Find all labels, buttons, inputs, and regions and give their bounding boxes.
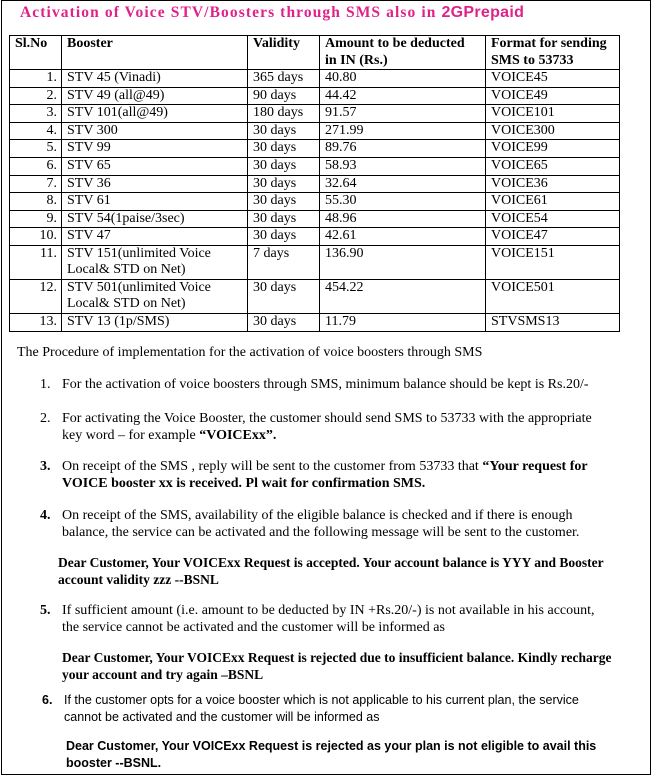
cell-amount bbox=[320, 122, 486, 140]
cell-slno-text: 10. bbox=[39, 228, 57, 244]
table-row bbox=[10, 245, 620, 279]
cell-amount-text: 271.99 bbox=[325, 122, 364, 138]
table-row bbox=[10, 210, 620, 228]
cell-booster-text: STV 45 (Vinadi) bbox=[67, 70, 161, 85]
cell-format-text: VOICE101 bbox=[491, 105, 555, 121]
cell-amount bbox=[320, 193, 486, 211]
cell-amount-text: 40.80 bbox=[325, 70, 357, 85]
header-amount-line2: in IN (Rs.) bbox=[325, 52, 388, 68]
header-booster: Booster bbox=[62, 36, 248, 70]
cell-slno-text: 8. bbox=[46, 193, 57, 209]
cell-slno-text: 9. bbox=[46, 210, 57, 226]
message-line1: Dear Customer, Your VOICExx Request is rejected due to insufficient balance. Kindly recharge bbox=[62, 650, 612, 665]
cell-slno bbox=[10, 105, 62, 123]
cell-amount bbox=[320, 245, 486, 279]
cell-booster-text: STV 501(unlimited Voice bbox=[67, 279, 211, 295]
cell-booster-text: STV 65 bbox=[67, 157, 111, 173]
item-keyword: “VOICExx”. bbox=[199, 428, 277, 443]
cell-amount bbox=[320, 157, 486, 175]
cell-validity-text: 30 days bbox=[253, 157, 297, 173]
table-row bbox=[10, 279, 620, 313]
cell-booster-text: STV 300 bbox=[67, 122, 118, 138]
cell-amount bbox=[320, 87, 486, 105]
item-number: 3. bbox=[40, 459, 51, 474]
cell-slno bbox=[10, 245, 62, 279]
item-number: 1. bbox=[40, 377, 51, 392]
cell-booster bbox=[62, 105, 248, 123]
cell-format bbox=[486, 228, 620, 246]
item-text-line2: balance, the service can be activated and the following message will be sent to the customer. bbox=[62, 525, 580, 540]
cell-booster bbox=[62, 313, 248, 331]
cell-booster bbox=[62, 175, 248, 193]
cell-booster bbox=[62, 70, 248, 88]
cell-booster-text: STV 101(all@49) bbox=[67, 105, 168, 121]
item-text-line2: the service cannot be activated and the customer will be informed as bbox=[62, 620, 445, 635]
cell-validity bbox=[248, 210, 320, 228]
table-row bbox=[10, 313, 620, 331]
booster-table bbox=[9, 35, 620, 332]
item-text-line1a: On receipt of the SMS , reply will be sent to the customer from 53733 that bbox=[62, 459, 483, 474]
message-line1: Dear Customer, Your VOICExx Request is accepted. Your account balance is YYY and Booster bbox=[58, 555, 604, 570]
cell-validity bbox=[248, 245, 320, 279]
cell-validity bbox=[248, 313, 320, 331]
table-row bbox=[10, 175, 620, 193]
cell-booster-text: STV 13 (1p/SMS) bbox=[67, 313, 170, 329]
document-title bbox=[20, 4, 524, 22]
cell-validity bbox=[248, 157, 320, 175]
cell-format-text: VOICE49 bbox=[491, 87, 548, 103]
cell-amount-text: 11.79 bbox=[325, 313, 356, 329]
message-line1: Dear Customer, Your VOICExx Request is rejected as your plan is not eligible to avail this bbox=[66, 739, 597, 753]
item-text-line2 bbox=[62, 427, 276, 444]
cell-amount bbox=[320, 313, 486, 331]
message-line2: account validity zzz --BSNL bbox=[58, 571, 219, 587]
cell-booster-text-line2: Local& STD on Net) bbox=[67, 296, 186, 312]
cell-validity bbox=[248, 228, 320, 246]
item-text-line2: VOICE booster xx is received. Pl wait for confirmation SMS. bbox=[62, 476, 426, 491]
cell-slno bbox=[10, 193, 62, 211]
cell-slno bbox=[10, 210, 62, 228]
cell-booster bbox=[62, 87, 248, 105]
title-brand: 2GPrepaid bbox=[441, 4, 525, 21]
cell-booster-text: STV 47 bbox=[67, 228, 111, 244]
cell-amount bbox=[320, 228, 486, 246]
cell-booster bbox=[62, 193, 248, 211]
header-validity: Validity bbox=[248, 36, 320, 70]
table-row bbox=[10, 193, 620, 211]
cell-validity bbox=[248, 175, 320, 193]
cell-validity-text: 180 days bbox=[253, 105, 304, 121]
cell-format-text: STVSMS13 bbox=[491, 313, 560, 329]
item-number: 6. bbox=[42, 693, 53, 707]
cell-booster bbox=[62, 245, 248, 279]
cell-slno-text: 4. bbox=[46, 122, 57, 138]
cell-amount-text: 91.57 bbox=[325, 105, 357, 121]
table-row bbox=[10, 228, 620, 246]
cell-format-text: VOICE501 bbox=[491, 279, 555, 295]
cell-slno bbox=[10, 313, 62, 331]
cell-booster-text: STV 54(1paise/3sec) bbox=[67, 210, 185, 226]
cell-format bbox=[486, 105, 620, 123]
cell-validity-text: 30 days bbox=[253, 279, 297, 295]
cell-booster-text: STV 49 (all@49) bbox=[67, 87, 165, 103]
table-row bbox=[10, 70, 620, 88]
header-format bbox=[486, 36, 620, 70]
cell-booster-text: STV 61 bbox=[67, 193, 111, 209]
cell-validity bbox=[248, 279, 320, 313]
cell-booster-text: STV 151(unlimited Voice bbox=[67, 245, 211, 261]
cell-format bbox=[486, 279, 620, 313]
header-amount bbox=[320, 36, 486, 70]
cell-format-text: VOICE99 bbox=[491, 140, 548, 156]
cell-amount-text: 44.42 bbox=[325, 87, 357, 103]
cell-slno-text: 13. bbox=[39, 313, 57, 329]
item-text-line2a: key word – for example bbox=[62, 428, 200, 443]
item-text-line1 bbox=[62, 458, 588, 475]
cell-format bbox=[486, 313, 620, 331]
cell-validity-text: 30 days bbox=[253, 122, 297, 138]
table-row bbox=[10, 105, 620, 123]
cell-amount-text: 42.61 bbox=[325, 228, 357, 244]
item-number: 5. bbox=[40, 603, 51, 618]
header-format-line1: Format for sending bbox=[491, 36, 607, 51]
table-body bbox=[10, 70, 620, 332]
cell-validity bbox=[248, 122, 320, 140]
cell-format-text: VOICE36 bbox=[491, 175, 548, 191]
cell-amount bbox=[320, 105, 486, 123]
message-rejected-balance bbox=[62, 650, 611, 683]
cell-format bbox=[486, 193, 620, 211]
cell-validity-text: 30 days bbox=[253, 175, 297, 191]
cell-amount-text: 58.93 bbox=[325, 157, 357, 173]
cell-amount bbox=[320, 175, 486, 193]
cell-amount-text: 89.76 bbox=[325, 140, 357, 156]
cell-format bbox=[486, 175, 620, 193]
cell-slno-text: 1. bbox=[46, 70, 57, 85]
header-amount-line1: Amount to be deducted bbox=[325, 36, 465, 51]
item-text-line1: If sufficient amount (i.e. amount to be deducted by IN +Rs.20/-) is not available in his account, bbox=[62, 603, 595, 618]
cell-booster-text: STV 99 bbox=[67, 140, 111, 156]
cell-validity bbox=[248, 87, 320, 105]
cell-format-text: VOICE151 bbox=[491, 245, 555, 261]
cell-slno-text: 6. bbox=[46, 157, 57, 173]
table-row bbox=[10, 87, 620, 105]
table-row bbox=[10, 157, 620, 175]
cell-validity-text: 30 days bbox=[253, 313, 297, 329]
cell-validity-text: 30 days bbox=[253, 228, 297, 244]
cell-validity-text: 365 days bbox=[253, 70, 304, 85]
cell-slno-text: 12. bbox=[39, 279, 57, 295]
item-number: 2. bbox=[40, 411, 51, 426]
item-text-line1: For activating the Voice Booster, the customer should send SMS to 53733 with the appropriate bbox=[62, 411, 592, 426]
cell-booster bbox=[62, 140, 248, 158]
cell-booster bbox=[62, 279, 248, 313]
cell-amount bbox=[320, 140, 486, 158]
cell-slno-text: 11. bbox=[40, 245, 57, 261]
message-line2: your account and try again –BSNL bbox=[62, 666, 264, 682]
cell-slno-text: 7. bbox=[46, 175, 57, 191]
cell-slno bbox=[10, 87, 62, 105]
cell-amount-text: 55.30 bbox=[325, 193, 357, 209]
cell-slno bbox=[10, 175, 62, 193]
cell-amount-text: 136.90 bbox=[325, 245, 364, 261]
message-accepted bbox=[58, 555, 604, 588]
cell-slno bbox=[10, 228, 62, 246]
cell-format-text: VOICE47 bbox=[491, 228, 548, 244]
cell-validity-text: 7 days bbox=[253, 245, 290, 261]
cell-validity bbox=[248, 105, 320, 123]
title-text: Activation of Voice STV/Boosters through SMS also in bbox=[20, 4, 442, 21]
cell-slno bbox=[10, 70, 62, 88]
cell-format bbox=[486, 122, 620, 140]
cell-slno bbox=[10, 157, 62, 175]
cell-format-text: VOICE65 bbox=[491, 157, 548, 173]
cell-validity bbox=[248, 70, 320, 88]
item-text-line1b: “Your request for bbox=[482, 459, 588, 474]
cell-validity-text: 30 days bbox=[253, 210, 297, 226]
cell-validity bbox=[248, 140, 320, 158]
cell-booster-text: STV 36 bbox=[67, 175, 111, 191]
cell-format-text: VOICE45 bbox=[491, 70, 548, 85]
cell-booster bbox=[62, 157, 248, 175]
message-line2: booster --BSNL. bbox=[66, 756, 162, 770]
cell-booster-text-line2: Local& STD on Net) bbox=[67, 262, 186, 278]
table-row bbox=[10, 122, 620, 140]
item-number: 4. bbox=[40, 508, 51, 523]
cell-amount-text: 454.22 bbox=[325, 279, 364, 295]
cell-format bbox=[486, 157, 620, 175]
cell-slno bbox=[10, 279, 62, 313]
cell-format bbox=[486, 210, 620, 228]
cell-booster bbox=[62, 228, 248, 246]
cell-amount bbox=[320, 210, 486, 228]
cell-amount-text: 32.64 bbox=[325, 175, 357, 191]
cell-slno bbox=[10, 122, 62, 140]
cell-validity bbox=[248, 193, 320, 211]
cell-validity-text: 30 days bbox=[253, 140, 297, 156]
cell-format bbox=[486, 70, 620, 88]
message-rejected-plan bbox=[66, 738, 596, 772]
cell-format-text: VOICE300 bbox=[491, 122, 555, 138]
item-text: For the activation of voice boosters through SMS, minimum balance should be kept is Rs.20/- bbox=[62, 377, 589, 392]
cell-amount-text: 48.96 bbox=[325, 210, 357, 226]
item-text-line1: On receipt of the SMS, availability of the eligible balance is checked and if there is enough bbox=[62, 508, 573, 523]
cell-slno-text: 5. bbox=[46, 140, 57, 156]
cell-amount bbox=[320, 279, 486, 313]
procedure-intro: The Procedure of implementation for the activation of voice boosters through SMS bbox=[17, 345, 483, 360]
cell-format-text: VOICE61 bbox=[491, 193, 548, 209]
cell-format bbox=[486, 87, 620, 105]
table-row bbox=[10, 140, 620, 158]
item-text-line1: If the customer opts for a voice booster which is not applicable to his current plan, the service bbox=[64, 693, 579, 707]
cell-amount bbox=[320, 70, 486, 88]
cell-format bbox=[486, 245, 620, 279]
cell-format-text: VOICE54 bbox=[491, 210, 548, 226]
cell-validity-text: 30 days bbox=[253, 193, 297, 209]
cell-booster bbox=[62, 122, 248, 140]
cell-slno bbox=[10, 140, 62, 158]
item-text-line2: cannot be activated and the customer will be informed as bbox=[64, 710, 380, 724]
cell-validity-text: 90 days bbox=[253, 87, 297, 103]
cell-slno-text: 2. bbox=[46, 87, 57, 103]
header-format-line2: SMS to 53733 bbox=[491, 52, 574, 68]
cell-booster bbox=[62, 210, 248, 228]
header-slno: Sl.No bbox=[10, 36, 62, 70]
cell-format bbox=[486, 140, 620, 158]
cell-slno-text: 3. bbox=[46, 105, 57, 121]
table-header-row bbox=[10, 36, 620, 70]
